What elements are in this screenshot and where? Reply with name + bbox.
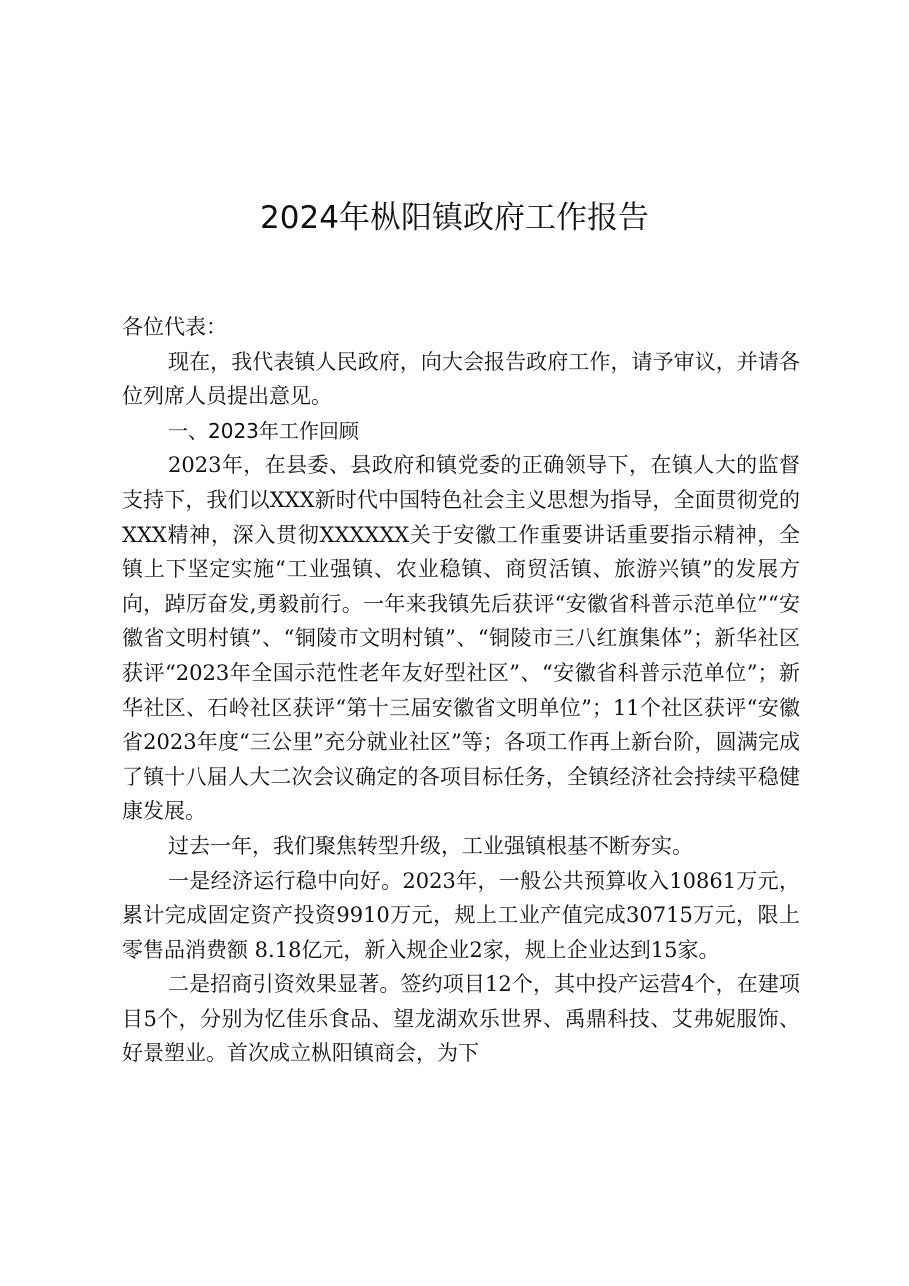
paragraph: 一是经济运行稳中向好。2023年，一般公共预算收入10861万元，累计完成固定资产投资9910万元，规上工业产值完成30715万元，限上零售品消费额 8.18亿元，新入规企业2家，规上企业达到15家。 [122, 868, 800, 962]
document-body [122, 310, 800, 1071]
paragraph: 2023年，在县委、县政府和镇党委的正确领导下，在镇人大的监督支持下，我们以XXX新时代中国特色社会主义思想为指导，全面贯彻党的XXX精神，深入贯彻XXXXXX关于安徽工作重要讲话重要指示精神，全镇上下坚定实施“工业强镇、农业稳镇、商贸活镇、旅游兴镇”的发展方向，踔厉奋发,勇毅前行。一年来我镇先后获评“安徽省科普示范单位”“安徽省文明村镇”、“铜陵市文明村镇”、“铜陵市三八红旗集体”；新华社区获评“2023年全国示范性老年友好型社区”、“安徽省科普示范单位”；新华社区、石岭社区获评“第十三届安徽省文明单位”；11个社区获评“安徽省2023年度“三公里”充分就业社区”等；各项工作再上新台阶，圆满完成了镇十八届人大二次会议确定的各项目标任务，全镇经济社会持续平稳健康发展。 [122, 453, 800, 824]
salutation: 各位代表： [122, 315, 227, 339]
paragraph: 现在，我代表镇人民政府，向大会报告政府工作，请予审议，并请各位列席人员提出意见。 [122, 349, 800, 409]
paragraph: 二是招商引资效果显著。签约项目12个，其中投产运营4个，在建项目5个，分别为忆佳乐食品、望龙湖欢乐世界、禹鼎科技、艾弗妮服饰、好景塑业。首次成立枞阳镇商会，为下 [122, 972, 800, 1066]
document-title: 2024年枞阳镇政府工作报告 [260, 200, 649, 236]
section-heading: 一、2023年工作回顾 [168, 418, 359, 443]
paragraph: 过去一年，我们聚焦转型升级，工业强镇根基不断夯实。 [168, 833, 693, 858]
